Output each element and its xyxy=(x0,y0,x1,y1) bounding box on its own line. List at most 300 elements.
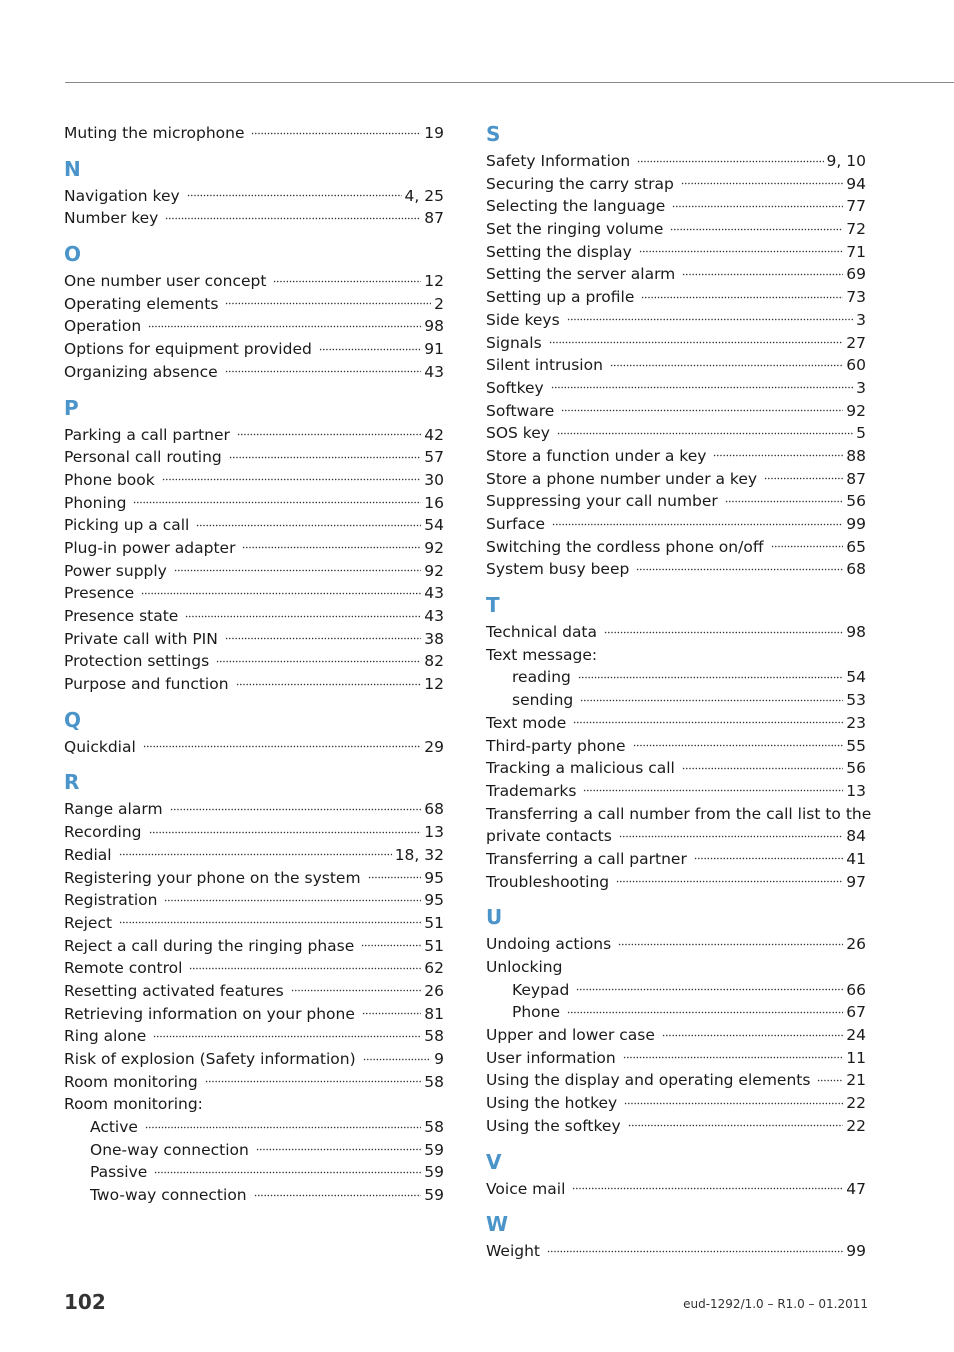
dot-leader xyxy=(363,1055,431,1063)
index-subentry xyxy=(486,689,866,712)
dot-leader xyxy=(196,521,421,529)
index-entry-term: Risk of explosion (Safety information) xyxy=(64,1050,356,1068)
index-entry-term: One number user concept xyxy=(64,272,267,291)
index-entry-term: Operation xyxy=(64,317,142,336)
index-entry-term: Surface xyxy=(486,515,546,533)
dot-leader xyxy=(154,1168,421,1176)
dot-leader xyxy=(567,1008,843,1016)
index-entry-page: 87 xyxy=(846,469,866,488)
dot-leader xyxy=(368,874,422,882)
index-entry-term: Using the softkey xyxy=(486,1116,621,1135)
index-entry xyxy=(64,650,444,673)
index-entry-term: Resetting activated features xyxy=(64,981,284,1000)
index-entry xyxy=(486,933,866,956)
dot-leader xyxy=(628,1122,844,1130)
dot-leader xyxy=(291,987,422,995)
dot-leader xyxy=(189,964,421,972)
index-entry xyxy=(486,848,866,871)
dot-leader xyxy=(636,565,843,573)
dot-leader xyxy=(549,339,844,347)
index-entry-page: 54 xyxy=(846,668,866,687)
index-entry-term: Active xyxy=(90,1118,138,1137)
index-entry xyxy=(486,1024,866,1047)
index-entry xyxy=(486,621,866,644)
index-entry xyxy=(64,605,444,628)
index-entry-term: Transferring a call partner xyxy=(486,849,687,868)
dot-leader xyxy=(225,635,421,643)
dot-leader xyxy=(561,407,843,415)
dot-leader xyxy=(256,1146,421,1154)
index-entry xyxy=(64,293,444,316)
dot-leader xyxy=(119,919,421,927)
index-entry-term: Recording xyxy=(64,823,142,842)
index-entry-term: Room monitoring xyxy=(64,1072,198,1091)
index-entry-term: Personal call routing xyxy=(64,448,222,467)
index-entry-page: 13 xyxy=(846,781,866,800)
index-letter-heading: U xyxy=(486,905,503,930)
index-column-right xyxy=(486,122,872,1263)
index-entry-term: Switching the cordless phone on/off xyxy=(486,537,764,556)
index-entry-page: 71 xyxy=(846,242,866,261)
index-entry-term: Weight xyxy=(486,1242,541,1261)
index-entry-page: 73 xyxy=(846,288,866,307)
index-entry-term: Store a function under a key xyxy=(486,446,707,465)
dot-leader xyxy=(633,742,844,750)
index-entry-term: reading xyxy=(512,668,571,687)
index-entry-page: 59 xyxy=(424,1140,444,1159)
index-entry-page: 69 xyxy=(846,265,866,284)
index-entry-term: Silent intrusion xyxy=(486,356,603,375)
index-entry-page: 58 xyxy=(424,1027,444,1046)
index-entry xyxy=(486,712,866,735)
index-entry-term: Store a phone number under a key xyxy=(486,469,758,488)
index-entry xyxy=(64,1003,444,1026)
index-entry-term: Trademarks xyxy=(486,781,577,800)
dot-leader xyxy=(185,612,421,620)
index-entry-term: Using the display and operating elements xyxy=(486,1071,811,1090)
index-entry-page: 68 xyxy=(424,800,444,819)
index-entry-page: 72 xyxy=(846,220,866,239)
index-letter-heading: T xyxy=(486,593,500,618)
index-entry xyxy=(486,1069,866,1092)
index-subentry xyxy=(486,979,866,1002)
index-entry-term: Signals xyxy=(486,333,542,352)
index-entry xyxy=(64,980,444,1003)
index-entry xyxy=(64,469,444,492)
index-entry-term: sending xyxy=(512,691,574,710)
index-entry-page: 4, 25 xyxy=(404,186,444,205)
index-entry-term: Selecting the language xyxy=(486,197,666,216)
dot-leader xyxy=(273,277,421,285)
index-entry xyxy=(486,803,872,826)
index-entry xyxy=(64,1093,444,1116)
dot-leader xyxy=(361,942,421,950)
index-entry-term: Set the ringing volume xyxy=(486,220,664,239)
index-entry xyxy=(486,150,866,173)
index-entry-term: Operating elements xyxy=(64,294,219,313)
index-entry xyxy=(64,270,444,293)
index-entry-term: Suppressing your call number xyxy=(486,492,718,511)
index-letter-heading: R xyxy=(64,770,80,795)
index-entry xyxy=(64,1071,444,1094)
index-entry-term: Securing the carry strap xyxy=(486,174,674,193)
index-entry-term: Transferring a call number from the call list to the xyxy=(486,804,872,823)
index-entry xyxy=(486,780,866,803)
document-reference: eud-1292/1.0 – R1.0 – 01.2011 xyxy=(683,1297,868,1311)
index-entry-page: 95 xyxy=(424,891,444,910)
index-entry xyxy=(64,185,444,208)
index-entry-page: 77 xyxy=(846,197,866,216)
dot-leader xyxy=(162,476,422,484)
index-entry-term: Setting up a profile xyxy=(486,288,635,307)
dot-leader xyxy=(580,696,843,704)
index-letter-heading: S xyxy=(486,122,501,146)
index-entry-page: 27 xyxy=(846,333,866,352)
dot-leader xyxy=(205,1078,422,1086)
index-entry xyxy=(64,821,444,844)
dot-leader xyxy=(242,544,421,552)
index-entry-page: 62 xyxy=(424,959,444,978)
dot-leader xyxy=(662,1031,843,1039)
index-entry-term: Text mode xyxy=(486,713,567,732)
dot-leader xyxy=(672,202,843,210)
index-entry xyxy=(486,513,866,536)
index-entry-term: Organizing absence xyxy=(64,362,218,381)
index-entry-term: User information xyxy=(486,1048,616,1067)
index-entry xyxy=(486,490,866,513)
index-entry xyxy=(486,445,866,468)
dot-leader xyxy=(637,157,823,165)
index-entry xyxy=(486,1047,866,1070)
index-entry-page: 84 xyxy=(846,827,866,846)
index-entry-page: 82 xyxy=(424,652,444,671)
index-entry-term: Setting the display xyxy=(486,242,632,261)
dot-leader xyxy=(681,180,843,188)
dot-leader xyxy=(225,368,422,376)
dot-leader xyxy=(251,129,421,137)
dot-leader xyxy=(170,805,422,813)
index-entry-term: Parking a call partner xyxy=(64,425,230,444)
index-entry-page: 9, 10 xyxy=(826,152,866,170)
index-entry-page: 99 xyxy=(846,1242,866,1261)
index-entry-term: Text message: xyxy=(486,645,598,664)
index-entry xyxy=(64,207,444,230)
index-entry-term: Safety Information xyxy=(486,152,631,170)
index-entry-page: 98 xyxy=(424,317,444,336)
dot-leader xyxy=(174,567,421,575)
index-entry-page: 65 xyxy=(846,537,866,556)
index-entry-page: 91 xyxy=(424,340,444,359)
index-entry-page: 81 xyxy=(424,1004,444,1023)
index-entry-page: 26 xyxy=(846,935,866,954)
dot-leader xyxy=(578,673,843,681)
index-entry-term: Phone book xyxy=(64,470,155,489)
index-entry xyxy=(64,1025,444,1048)
index-entry-term: Room monitoring: xyxy=(64,1095,203,1114)
index-entry-term: Upper and lower case xyxy=(486,1026,655,1045)
index-entry xyxy=(486,263,866,286)
index-entry-term: Passive xyxy=(90,1163,148,1182)
index-entry-term: Troubleshooting xyxy=(486,872,610,891)
dot-leader xyxy=(547,1247,843,1255)
index-subentry xyxy=(486,1001,866,1024)
index-letter-heading: W xyxy=(486,1212,509,1237)
index-entry-term: Keypad xyxy=(512,980,570,999)
index-entry-term: SOS key xyxy=(486,424,550,443)
dot-leader xyxy=(682,764,843,772)
index-entry-term: Options for equipment provided xyxy=(64,340,312,359)
index-entry-page: 22 xyxy=(846,1094,866,1113)
dot-leader xyxy=(817,1076,843,1084)
index-entry-page: 18, 32 xyxy=(394,845,444,864)
dot-leader xyxy=(225,300,431,308)
index-letter-heading: Q xyxy=(64,707,82,732)
dot-leader xyxy=(619,832,843,840)
dot-leader xyxy=(237,431,421,439)
dot-leader xyxy=(694,855,843,863)
index-entry xyxy=(64,446,444,469)
index-entry xyxy=(486,536,866,559)
index-entry xyxy=(64,1048,444,1071)
index-entry-term: Third-party phone xyxy=(486,736,626,755)
index-entry xyxy=(64,867,444,890)
index-entry-page: 26 xyxy=(424,981,444,1000)
index-entry-page: 3 xyxy=(856,310,866,329)
index-entry-page: 12 xyxy=(424,272,444,291)
index-subentry xyxy=(486,666,866,689)
index-entry-term: One-way connection xyxy=(90,1140,249,1159)
index-entry xyxy=(486,1178,866,1201)
index-entry-term: Quickdial xyxy=(64,737,136,756)
index-entry-page: 16 xyxy=(424,493,444,512)
dot-leader xyxy=(119,851,392,859)
index-entry-page: 88 xyxy=(846,446,866,465)
index-entry-term: private contacts xyxy=(486,827,612,846)
dot-leader xyxy=(616,878,843,886)
index-entry-term: Power supply xyxy=(64,561,167,580)
index-entry xyxy=(486,468,866,491)
index-entry-term: Reject a call during the ringing phase xyxy=(64,936,355,955)
index-entry xyxy=(486,286,866,309)
index-entry xyxy=(486,400,866,423)
dot-leader xyxy=(771,543,844,551)
index-entry xyxy=(64,628,444,651)
index-letter-heading: O xyxy=(64,242,82,267)
index-entry-term: Purpose and function xyxy=(64,675,229,694)
index-subentry xyxy=(64,1184,444,1207)
index-entry-page: 42 xyxy=(424,425,444,444)
index-entry-term: Registering your phone on the system xyxy=(64,868,361,887)
dot-leader xyxy=(576,986,843,994)
index-entry-term: System busy beep xyxy=(486,560,630,579)
index-subentry xyxy=(64,1161,444,1184)
dot-leader xyxy=(764,475,843,483)
index-entry xyxy=(486,871,866,894)
index-entry xyxy=(64,798,444,821)
index-entry-page: 87 xyxy=(424,209,444,228)
index-entry-page: 58 xyxy=(424,1118,444,1137)
dot-leader xyxy=(610,361,843,369)
index-entry-term: Using the hotkey xyxy=(486,1094,618,1113)
index-entry-page: 95 xyxy=(424,868,444,887)
dot-leader xyxy=(618,940,843,948)
index-entry-term: Undoing actions xyxy=(486,935,612,954)
index-entry xyxy=(486,558,866,581)
index-entry-term: Two-way connection xyxy=(90,1186,247,1205)
index-entry-page: 43 xyxy=(424,584,444,603)
index-entry xyxy=(64,338,444,361)
index-entry-term: Side keys xyxy=(486,310,560,329)
dot-leader xyxy=(319,345,421,353)
index-entry-term: Presence xyxy=(64,584,135,603)
dot-leader xyxy=(583,787,843,795)
index-entry-term: Range alarm xyxy=(64,800,163,819)
index-entry xyxy=(64,844,444,867)
index-entry-page: 97 xyxy=(846,872,866,891)
index-entry xyxy=(64,492,444,515)
index-entry xyxy=(486,377,866,400)
index-entry-term: Registration xyxy=(64,891,158,910)
index-entry-page: 66 xyxy=(846,980,866,999)
index-entry xyxy=(486,195,866,218)
index-entry-term: Plug-in power adapter xyxy=(64,538,236,557)
index-entry-page: 11 xyxy=(846,1048,866,1067)
index-entry xyxy=(486,735,866,758)
index-entry xyxy=(486,241,866,264)
index-entry xyxy=(64,560,444,583)
dot-leader xyxy=(148,322,421,330)
index-entry-term: Redial xyxy=(64,845,112,864)
index-entry xyxy=(486,956,866,979)
dot-leader xyxy=(624,1099,843,1107)
index-entry-page: 47 xyxy=(846,1179,866,1198)
dot-leader xyxy=(725,497,843,505)
index-entry-term: Voice mail xyxy=(486,1179,566,1198)
index-letter-heading: V xyxy=(486,1149,502,1174)
index-entry-term: Software xyxy=(486,401,555,420)
index-entry-page: 19 xyxy=(424,124,444,142)
index-entry-term: Ring alone xyxy=(64,1027,147,1046)
index-entry-page: 59 xyxy=(424,1163,444,1182)
index-entry xyxy=(64,912,444,935)
dot-leader xyxy=(604,628,843,636)
index-entry xyxy=(64,889,444,912)
index-entry-page: 43 xyxy=(424,362,444,381)
header-rule xyxy=(65,82,954,83)
index-entry-page: 24 xyxy=(846,1026,866,1045)
dot-leader xyxy=(141,589,421,597)
dot-leader xyxy=(145,1123,421,1131)
index-entry-page: 54 xyxy=(424,516,444,535)
index-entry-page: 51 xyxy=(424,913,444,932)
dot-leader xyxy=(216,657,421,665)
index-entry xyxy=(64,424,444,447)
index-entry-page: 21 xyxy=(846,1071,866,1090)
index-entry xyxy=(64,514,444,537)
index-entry-page: 9 xyxy=(434,1050,444,1068)
dot-leader xyxy=(551,384,853,392)
index-entry-page: 92 xyxy=(846,401,866,420)
index-entry-page: 30 xyxy=(424,470,444,489)
index-subentry xyxy=(64,1139,444,1162)
index-entry-term: Number key xyxy=(64,209,159,228)
index-entry-page: 56 xyxy=(846,759,866,778)
page-number: 102 xyxy=(64,1290,106,1314)
dot-leader xyxy=(567,316,853,324)
index-entry xyxy=(486,757,866,780)
index-entry-page: 5 xyxy=(856,424,866,443)
index-entry-page: 92 xyxy=(424,538,444,557)
dot-leader xyxy=(552,520,843,528)
index-entry-page: 94 xyxy=(846,174,866,193)
index-entry-page: 99 xyxy=(846,515,866,533)
index-entry xyxy=(64,537,444,560)
index-entry xyxy=(486,1115,866,1138)
index-entry-term: Muting the microphone xyxy=(64,124,245,142)
index-entry xyxy=(486,1240,866,1263)
index-entry-term: Remote control xyxy=(64,959,183,978)
index-entry-term: Picking up a call xyxy=(64,516,190,535)
index-entry-page: 56 xyxy=(846,492,866,511)
index-entry-page: 51 xyxy=(424,936,444,955)
index-entry-term: Private call with PIN xyxy=(64,629,218,648)
index-entry-term: Softkey xyxy=(486,378,544,397)
index-letter-heading: N xyxy=(64,156,81,181)
index-entry-page: 29 xyxy=(424,737,444,756)
index-entry xyxy=(486,422,866,445)
dot-leader xyxy=(557,429,853,437)
index-entry-page: 43 xyxy=(424,607,444,625)
index-entry-page: 57 xyxy=(424,448,444,467)
index-entry-page: 60 xyxy=(846,356,866,375)
index-entry-term: Reject xyxy=(64,913,113,932)
index-entry-page: 68 xyxy=(846,560,866,579)
index-entry-term: Retrieving information on your phone xyxy=(64,1004,355,1023)
index-entry-page: 23 xyxy=(846,713,866,732)
dot-leader xyxy=(143,743,421,751)
index-entry xyxy=(64,736,444,759)
index-entry-page: 12 xyxy=(424,675,444,694)
index-entry-page: 98 xyxy=(846,623,866,642)
index-entry xyxy=(486,354,866,377)
index-entry-term: Phone xyxy=(512,1003,561,1022)
index-entry xyxy=(64,361,444,384)
index-entry xyxy=(64,315,444,338)
index-entry-page: 59 xyxy=(424,1186,444,1205)
index-entry xyxy=(486,218,866,241)
index-entry xyxy=(486,173,866,196)
dot-leader xyxy=(713,452,843,460)
index-entry-page: 3 xyxy=(856,378,866,397)
index-entry-term: Presence state xyxy=(64,607,179,625)
dot-leader xyxy=(149,828,422,836)
index-entry xyxy=(486,825,866,848)
dot-leader xyxy=(641,293,843,301)
index-entry-term: Setting the server alarm xyxy=(486,265,676,284)
index-entry xyxy=(64,582,444,605)
index-entry-term: Navigation key xyxy=(64,186,180,205)
index-entry xyxy=(486,309,866,332)
index-entry-term: Phoning xyxy=(64,493,127,512)
dot-leader xyxy=(639,248,843,256)
dot-leader xyxy=(236,680,422,688)
index-entry xyxy=(486,332,866,355)
dot-leader xyxy=(623,1054,844,1062)
index-entry xyxy=(486,644,866,667)
index-entry-page: 38 xyxy=(424,629,444,648)
dot-leader xyxy=(187,192,402,200)
index-entry-page: 22 xyxy=(846,1116,866,1135)
